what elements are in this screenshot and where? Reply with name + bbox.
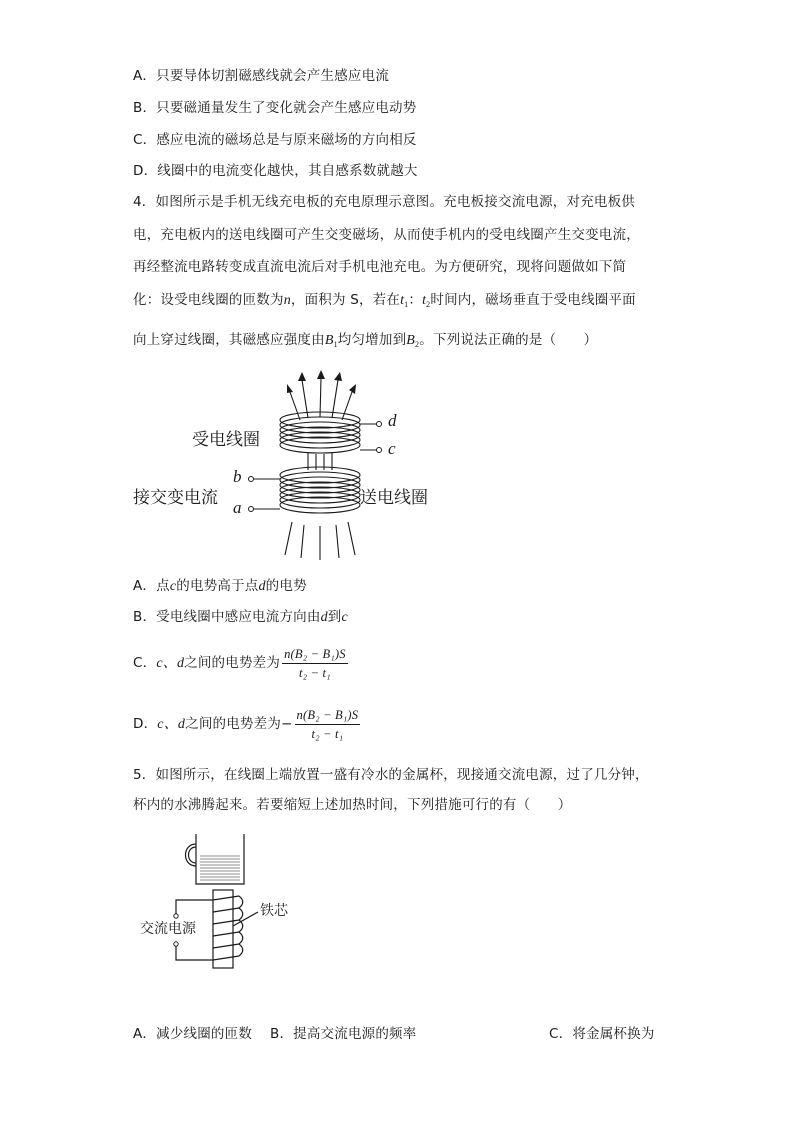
terminal-b (249, 477, 254, 482)
var-t2: $t_2$ (422, 293, 431, 309)
q3-option-c: C．感应电流的磁场总是与原来磁场的方向相反 (133, 132, 417, 148)
var-n: n (283, 293, 291, 308)
q5-stem-line-2: 杯内的水沸腾起来。若要缩短上述加热时间，下列措施可行的有（ ） (133, 797, 572, 813)
q4-line5-text-a: 向上穿过线圈，其磁感应强度由 (133, 332, 325, 348)
q5-option-a: A．减少线圈的匝数 (133, 1026, 253, 1042)
var-t1: $t_1$ (400, 293, 409, 309)
q4-line4-text-c: 时间内，磁场垂直于受电线圈平面 (430, 292, 636, 308)
label-ac-input: 接交变电流 (133, 488, 218, 508)
q4-stem-line-5 (133, 331, 597, 354)
coil-diagram (130, 370, 460, 560)
q4-option-c: C．c、d之间的电势差为 $\frac{\text{n(B₂ − B₁)S}}{\text{t₂ − t₁}}$ (133, 646, 346, 680)
terminal-d (377, 422, 382, 427)
terminal-c (377, 448, 382, 453)
var-b1: $B_1$ (324, 333, 338, 349)
q4-option-c-fraction: $\frac{\text{n(B₂ − B₁)S}}{\text{t₂ − t₁}}$ (284, 646, 346, 680)
wireless-charging-figure (130, 370, 460, 560)
induction-heating-figure (140, 828, 300, 978)
q4-option-b: B．受电线圈中感应电流方向由d到c (133, 609, 348, 625)
q4-option-a: A．点c的电势高于点d的电势 (133, 578, 307, 594)
q4-line4-text-b: ，面积为 S，若在 (290, 292, 401, 308)
q5-option-b: B．提高交流电源的频率 (270, 1026, 417, 1042)
label-iron-core: 铁芯 (260, 903, 288, 919)
q4-line4-text-a: 化：设受电线圈的匝数为 (133, 292, 284, 308)
q5-option-c: C．将金属杯换为 (549, 1026, 655, 1042)
label-send-coil: 送电线圈 (360, 488, 428, 508)
label-b: b (233, 467, 242, 486)
label-ac-source: 交流电源 (140, 921, 196, 937)
label-c: c (388, 439, 396, 458)
q4-stem-line-4 (133, 291, 636, 314)
q3-option-a: A．只要导体切割磁感线就会产生感应电流 (133, 68, 390, 84)
var-b2: $B_2$ (406, 333, 420, 349)
q4-line5-text-c: 。下列说法正确的是（ ） (419, 332, 598, 348)
q4-option-d: D．c、d之间的电势差为− $\frac{\text{n(B₂ − B₁)S}}{\text{t₂ − t₁}}$ (133, 707, 359, 741)
label-receive-coil: 受电线圈 (192, 430, 260, 450)
label-a: a (233, 498, 242, 517)
q5-stem-line-1: 5．如图所示，在线圈上端放置一盛有冷水的金属杯，现接通交流电源，过了几分钟， (133, 767, 649, 783)
q3-option-d: D．线圈中的电流变化越快，其自感系数就越大 (133, 163, 418, 179)
label-d: d (388, 411, 397, 430)
q4-option-d-fraction: $\frac{\text{n(B₂ − B₁)S}}{\text{t₂ − t₁}}$ (296, 707, 359, 741)
colon: ： (408, 292, 423, 308)
q4-line5-text-b: 均匀增加到 (337, 332, 407, 348)
q4-stem-line-3: 再经整流电路转变成直流电流后对手机电池充电。为方便研究，现将问题做如下简 (133, 259, 627, 275)
q4-stem-line-2: 电，充电板内的送电线圈可产生交变磁场，从而使手机内的受电线圈产生交变电流， (133, 227, 640, 243)
terminal-a (249, 507, 254, 512)
q4-stem-line-1: 4．如图所示是手机无线充电板的充电原理示意图。充电板接交流电源，对充电板供 (133, 194, 635, 210)
q3-option-b: B．只要磁通量发生了变化就会产生感应电动势 (133, 100, 417, 116)
